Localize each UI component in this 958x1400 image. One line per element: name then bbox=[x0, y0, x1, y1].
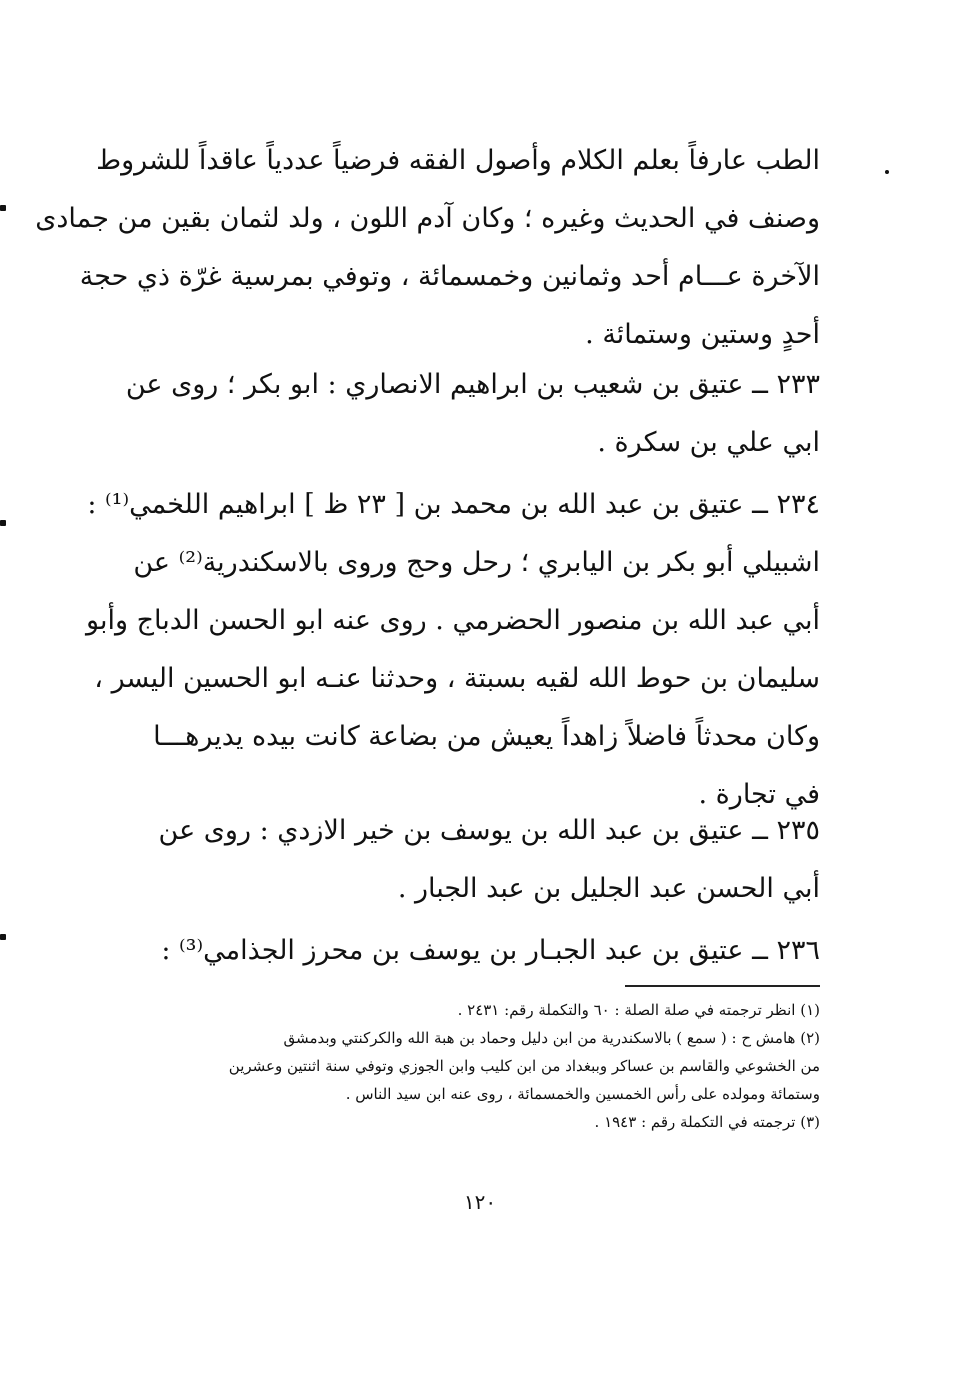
entry-236 bbox=[145, 922, 820, 980]
text-line: ٢٣٤ ــ عتيق بن عبد الله بن محمد بن [ ٢٣ ظ ] ابراهيم اللخمي⁽¹⁾ : bbox=[87, 489, 820, 520]
text-line: وكان محدثاً فاضلاً زاهداً يعيش من بضاعة كانت بيده يديرهـــا bbox=[153, 721, 820, 752]
footnote-line: من الخشوعي والقاسم بن عساكر وببغداد من ابن كليب وابن الجوزي وتوفي سنة اثنتين وعشرين bbox=[228, 1057, 820, 1075]
margin-mark bbox=[0, 934, 6, 940]
margin-mark bbox=[0, 520, 6, 526]
footnote-line: (١) انظر ترجمته في صلة الصلة : ٦٠ والتكملة رقم: ٢٤٣١ . bbox=[457, 1001, 820, 1019]
footnote-line: (٢) هامش ح : ( سمع ) بالاسكندرية من ابن دليل وحماد بن هبة الله والكركنتي وبدمشق bbox=[283, 1029, 820, 1047]
text-line: اشبيلي أبو بكر بن اليابري ؛ رحل وحج وروى بالاسكندرية⁽²⁾ عن bbox=[133, 547, 820, 578]
footnote-separator bbox=[625, 985, 820, 987]
text-line: الآخرة عـــام أحد وثمانين وخمسمائة ، وتوفي بمرسية غرّة ذي حجة bbox=[79, 261, 820, 292]
text-line: في تجارة . bbox=[698, 779, 820, 810]
margin-mark bbox=[0, 205, 6, 211]
text-line: أحدٍ وستين وستمائة . bbox=[585, 319, 820, 350]
entry-233 bbox=[125, 356, 820, 472]
text-line: ٢٣٥ ــ عتيق بن عبد الله بن يوسف بن خير الازدي : روى عن bbox=[158, 815, 820, 846]
margin-dot bbox=[885, 170, 889, 174]
text-line: وصنف في الحديث وغيره ؛ وكان آدم اللون ، ولد لثمان بقين من جمادى bbox=[35, 203, 820, 234]
footnote-line: (٣) ترجمته في التكملة رقم : ١٩٤٣ . bbox=[594, 1113, 820, 1131]
text-line: أبي الحسن عبد الجليل بن عبد الجبار . bbox=[397, 873, 820, 904]
paragraph-continuation bbox=[35, 132, 820, 364]
text-line: ٢٣٣ ــ عتيق بن شعيب بن ابراهيم الانصاري : ابو بكر ؛ روى عن bbox=[125, 369, 820, 400]
text-line: ابي علي بن سكرة . bbox=[597, 427, 820, 458]
text-line: ٢٣٦ ــ عتيق بن عبد الجبـار بن يوسف بن محرز الجذامي⁽³⁾ : bbox=[161, 935, 820, 966]
text-line: الطب عارفاً بعلم الكلام وأصول الفقه فرضياً عددياً عاقداً للشروط bbox=[96, 145, 820, 176]
entry-235 bbox=[145, 802, 820, 918]
footnotes bbox=[145, 996, 820, 1136]
text-line: سليمان بن حوط الله لقيه بسبتة ، وحدثنا عنـه ابو الحسين اليسر ، bbox=[94, 663, 820, 694]
page-number: ١٢٠ bbox=[463, 1190, 497, 1214]
entry-234 bbox=[86, 476, 820, 824]
text-line: أبي عبد الله بن منصور الحضرمي . روى عنه ابو الحسن الدباج وأبو bbox=[86, 605, 820, 636]
footnote-line: وستمائة ومولده على رأس الخمسين والخمسمائة ، روى عنه ابن سيد الناس . bbox=[345, 1085, 820, 1103]
